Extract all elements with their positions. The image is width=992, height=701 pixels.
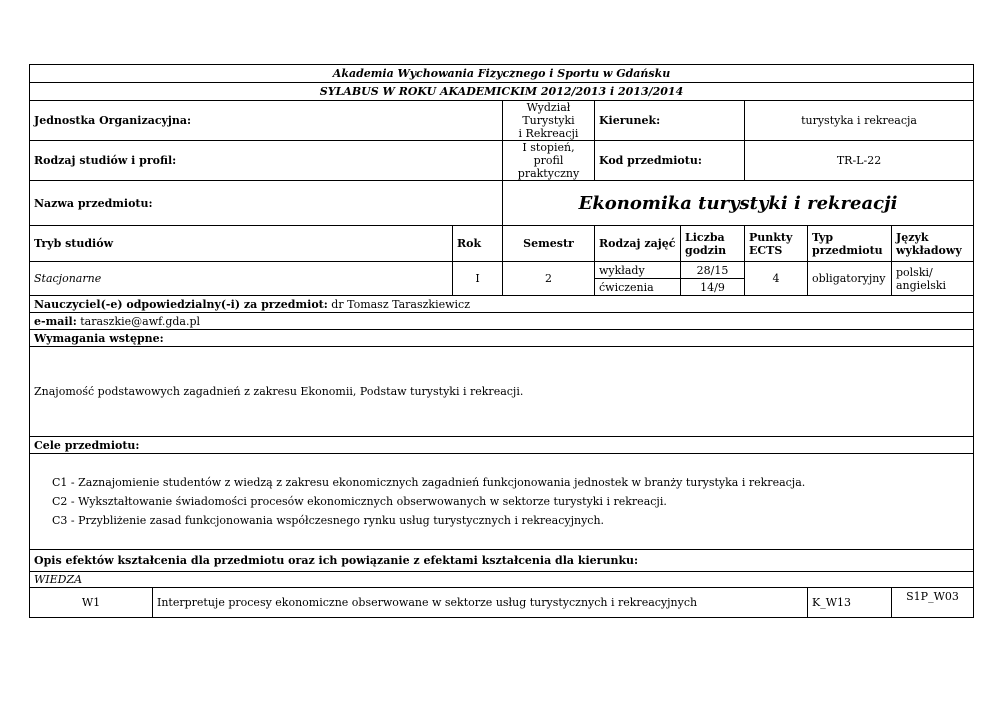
goal-item: C3 - Przybliżenie zasad funkcjonowania współczesnego rynku usług turystycznych i rekreacyjnych.: [52, 514, 605, 527]
col-hours: Liczba godzin: [681, 226, 745, 262]
col-ects: Punkty ECTS: [745, 226, 808, 262]
row-mode: Stacjonarne: [30, 262, 453, 296]
col-mode: Tryb studiów: [30, 226, 453, 262]
row-type: obligatoryjny: [808, 262, 892, 296]
studies-label: Rodzaj studiów i profil:: [30, 141, 503, 181]
requirements-text: Znajomość podstawowych zagadnień z zakresu Ekonomii, Podstaw turystyki i rekreacji.: [30, 347, 974, 437]
col-semester: Semestr: [503, 226, 595, 262]
studies-value: I stopień, profil praktyczny: [503, 141, 595, 181]
outcome-s-code: S1P_W03: [892, 588, 974, 618]
field-value: turystyka i rekreacja: [745, 101, 974, 141]
goals-list: [30, 454, 974, 550]
outcome-code: W1: [30, 588, 153, 618]
col-type: Typ przedmiotu: [808, 226, 892, 262]
code-value: TR-L-22: [745, 141, 974, 181]
outcome-k-code: K_W13: [808, 588, 892, 618]
col-year: Rok: [453, 226, 503, 262]
institution-title: Akademia Wychowania Fizycznego i Sportu w Gdańsku: [30, 65, 974, 83]
row-class-lecture: wykłady: [595, 262, 681, 279]
email-row: [30, 313, 974, 330]
goal-item: C1 - Zaznajomienie studentów z wiedzą z zakresu ekonomicznych zagadnień funkcjonowania jednostek w branży turystyka i rekreacja.: [52, 476, 806, 489]
unit-value: Wydział Turystyki i Rekreacji: [503, 101, 595, 141]
outcome-text: Interpretuje procesy ekonomiczne obserwowane w sektorze usług turystycznych i rekreacyjnych: [153, 588, 808, 618]
row-language: polski/ angielski: [892, 262, 974, 296]
subject-name: Ekonomika turystyki i rekreacji: [503, 181, 974, 226]
email-value: taraszkie@awf.gda.pl: [76, 314, 201, 328]
syllabus-title: SYLABUS W ROKU AKADEMICKIM 2012/2013 i 2013/2014: [30, 83, 974, 101]
syllabus-table: [29, 64, 974, 618]
teacher-row: [30, 296, 974, 313]
field-label: Kierunek:: [595, 101, 745, 141]
col-class-type: Rodzaj zajęć: [595, 226, 681, 262]
outcomes-category: WIEDZA: [30, 572, 974, 588]
row-hours-lecture: 28/15: [681, 262, 745, 279]
teacher-value: dr Tomasz Taraszkiewicz: [327, 297, 471, 311]
row-year: I: [453, 262, 503, 296]
row-semester: 2: [503, 262, 595, 296]
row-class-exercises: ćwiczenia: [595, 279, 681, 296]
goal-item: C2 - Wykształtowanie świadomości procesów ekonomicznych obserwowanych w sektorze turystyki i rekreacji.: [52, 495, 667, 508]
col-language: Język wykładowy: [892, 226, 974, 262]
code-label: Kod przedmiotu:: [595, 141, 745, 181]
row-ects: 4: [745, 262, 808, 296]
subject-label: Nazwa przedmiotu:: [30, 181, 503, 226]
teacher-label: Nauczyciel(-e) odpowiedzialny(-i) za przedmiot:: [34, 297, 328, 311]
unit-label: Jednostka Organizacyjna:: [30, 101, 503, 141]
goals-label: Cele przedmiotu:: [30, 437, 974, 454]
outcomes-label: Opis efektów kształcenia dla przedmiotu oraz ich powiązanie z efektami kształcenia dla kierunku:: [30, 550, 974, 572]
requirements-label: Wymagania wstępne:: [30, 330, 974, 347]
row-hours-exercises: 14/9: [681, 279, 745, 296]
email-label: e-mail:: [34, 314, 77, 328]
